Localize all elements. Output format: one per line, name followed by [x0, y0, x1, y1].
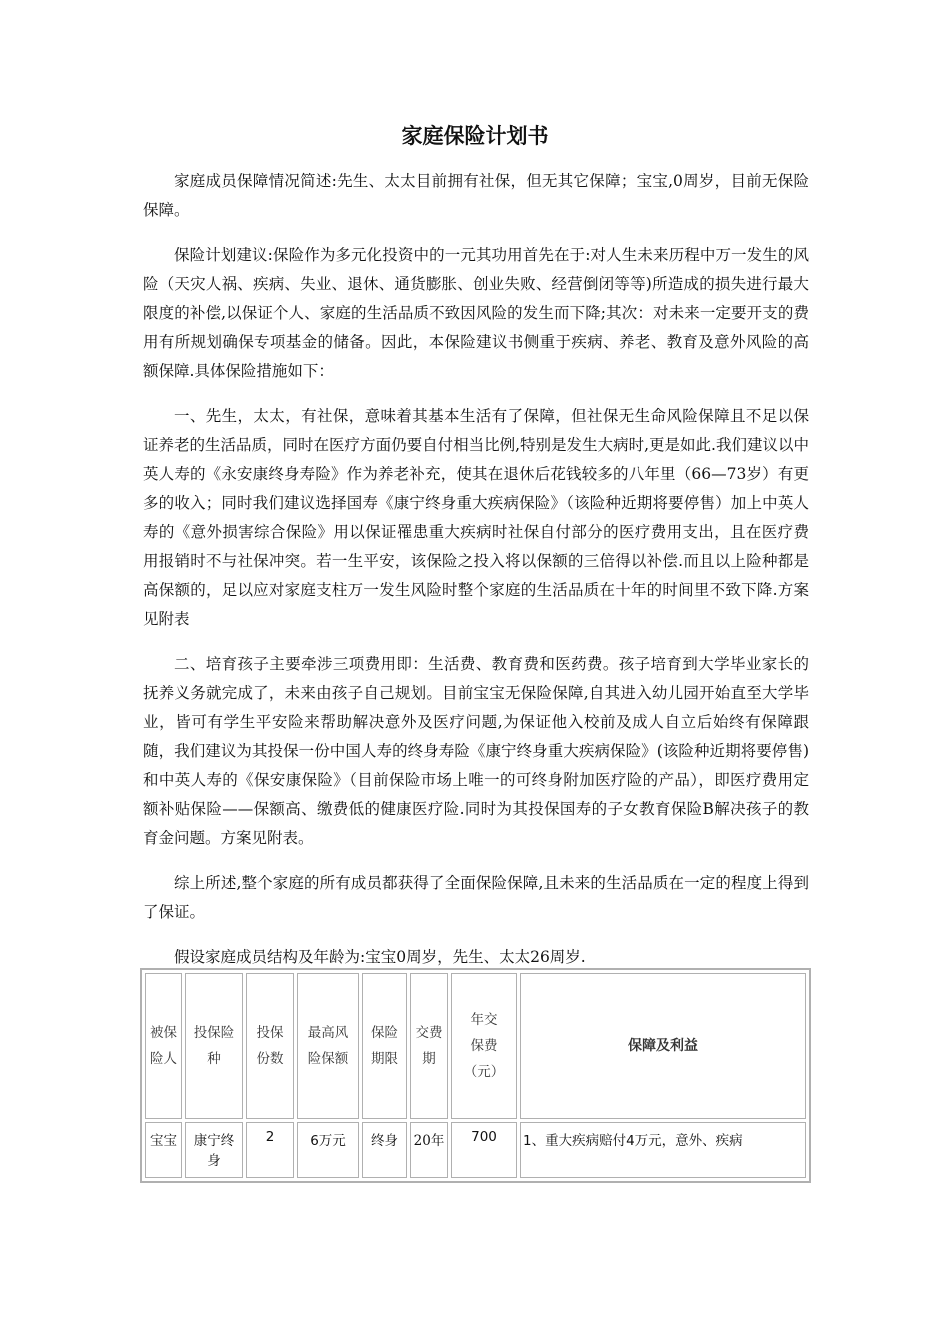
table-row [145, 1122, 806, 1178]
header-product: 投保险种 [185, 973, 243, 1119]
header-insured: 被保 险人 [145, 973, 182, 1119]
paragraph-conclusion: 综上所述,整个家庭的所有成员都获得了全面保险保障,且未来的生活品质在一定的程度上得到了保证。 [143, 874, 809, 921]
cell-max-amount: 6万元 [297, 1122, 359, 1178]
cell-pay-period: 20年 [410, 1122, 448, 1178]
header-premium: 年交 保费 （元） [451, 973, 517, 1119]
cell-benefit: 1、重大疾病赔付4万元，意外、疾病 [520, 1122, 806, 1178]
paragraph-family-summary: 家庭成员保障情况简述:先生、太太目前拥有社保，但无其它保障；宝宝,0周岁，目前无保险保障。 [143, 172, 809, 219]
cell-premium: 700 [451, 1122, 517, 1178]
header-pay-period: 交费 期 [410, 973, 448, 1119]
header-units: 投保 份数 [246, 973, 294, 1119]
paragraph-child-plan: 二、培育孩子主要牵涉三项费用即：生活费、教育费和医药费。孩子培育到大学毕业家长的抚养义务就完成了，未来由孩子自己规划。目前宝宝无保险保障,自其进入幼儿园开始直至大学毕业，皆可有学生平安险来帮助解决意外及医疗问题,为保证他入校前及成人自立后始终有保障跟随，我们建议为其投保一份中国人寿的终身寿险《康宁终身重大疾病保险》(该险种近期将要停售)和中英人寿的《保安康保险》（目前保险市场上唯一的可终身附加医疗险的产品），即医疗费用定额补贴保险——保额高、缴费低的健康医疗险.同时为其投保国寿的子女教育保险B解决孩子的教育金问题。方案见附表。 [143, 655, 809, 847]
paragraph-plan-suggestion: 保险计划建议:保险作为多元化投资中的一元其功用首先在于:对人生未来历程中万一发生的风险（天灾人祸、疾病、失业、退休、通货膨胀、创业失败、经营倒闭等等)所造成的损失进行最大限度的补偿,以保证个人、家庭的生活品质不致因风险的发生而下降;其次：对未来一定要开支的费用有所规划确保专项基金的储备。因此，本保险建议书侧重于疾病、养老、教育及意外风险的高额保障.具体保险措施如下： [143, 246, 809, 380]
document-title: 家庭保险计划书 [401, 124, 549, 148]
cell-units: 2 [246, 1122, 294, 1178]
document-body [143, 167, 809, 988]
plan-table-wrapper [140, 968, 811, 1183]
insurance-plan-table [140, 968, 811, 1183]
header-max-amount: 最高风 险保额 [297, 973, 359, 1119]
paragraph-family-ages: 假设家庭成员结构及年龄为:宝宝0周岁，先生、太太26周岁. [174, 948, 586, 966]
cell-term: 终身 [362, 1122, 407, 1178]
cell-insured: 宝宝 [145, 1122, 182, 1178]
table-header-row [145, 973, 806, 1119]
cell-product: 康宁终身 [185, 1122, 243, 1178]
paragraph-parents-plan: 一、先生，太太，有社保，意味着其基本生活有了保障，但社保无生命风险保障且不足以保证养老的生活品质，同时在医疗方面仍要自付相当比例,特别是发生大病时,更是如此.我们建议以中英人寿的《永安康终身寿险》作为养老补充，使其在退休后花钱较多的八年里（66—73岁）有更多的收入；同时我们建议选择国寿《康宁终身重大疾病保险》（该险种近期将要停售）加上中英人寿的《意外损害综合保险》用以保证罹患重大疾病时社保自付部分的医疗费用支出，且在医疗费用报销时不与社保冲突。若一生平安，该保险之投入将以保额的三倍得以补偿.而且以上险种都是高保额的，足以应对家庭支柱万一发生风险时整个家庭的生活品质在十年的时间里不致下降.方案见附表 [143, 407, 809, 628]
header-benefit: 保障及利益 [520, 973, 806, 1119]
header-term: 保险 期限 [362, 973, 407, 1119]
